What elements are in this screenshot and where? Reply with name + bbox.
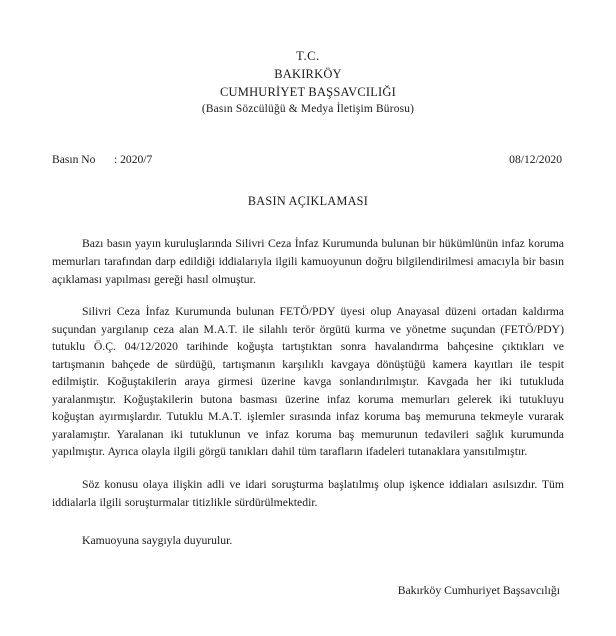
document-date: 08/12/2020 — [509, 153, 562, 167]
press-number-value: : 2020/7 — [114, 153, 153, 167]
letterhead — [52, 48, 564, 117]
signature-block: Bakırköy Cumhuriyet Başsavcılığı — [397, 583, 560, 597]
document-body — [52, 235, 564, 511]
letterhead-line-country: T.C. — [296, 49, 320, 63]
press-number-label: Basın No — [52, 153, 96, 167]
letterhead-line-city: BAKIRKÖY — [274, 66, 342, 81]
letterhead-line-office: CUMHURİYET BAŞSAVCILIĞI — [219, 84, 397, 99]
document-title: BASIN AÇIKLAMASI — [247, 194, 369, 209]
paragraph: Silivri Ceza İnfaz Kurumunda bulunan FETÖ/PDY üyesi olup Anayasal düzeni ortadan kaldırma suçundan yargılanıp ceza alan M.A.T. ile silahlı terör örgütü kurma ve yönetme suçundan (FETÖ/PDY) tutuklu Ö.Ç. 04/12/2020 tarihinde koğuşta tartıştıktan sonra havalandırma bahçesine çıktıkları ve tartışmanın bahçede de sürdüğü, tartışmanın karşılıklı kavgaya dönüştüğü kamera kayıtları ile tespit edilmiştir. Koğuştakilerin araya girmesi üzerine kavga sonlandırılmıştır. Kavgada her iki tutukluda yaralanmıştır. Koğuştakilerin butona basması üzerine infaz koruma memurları gelerek iki tutukluyu koğuştan ayırmışlardır. Tutuklu M.A.T. işlemler sırasında infaz koruma baş memuruna tekmeyle vurarak yaralamıştır. Yaralanan iki tutuklunun ve infaz koruma baş memurunun tedavileri sağlık kurumunda yapılmıştır. Ayrıca olayla ilgili görgü tanıkları dahil tüm tarafların ifadeleri tutanaklara yansıtılmıştır. — [52, 305, 564, 459]
letterhead-line-bureau: (Basın Sözcülüğü & Medya İletişim Bürosu) — [201, 103, 415, 116]
closing-statement: Kamuoyuna saygıyla duyurulur. — [82, 534, 233, 548]
paragraph: Söz konusu olaya ilişkin adli ve idari soruşturma başlatılmış olup işkence iddiaları asılsızdır. Tüm iddialarla ilgili soruşturmalar titizlikle sürdürülmektedir. — [52, 478, 564, 509]
press-number-block — [52, 153, 152, 166]
document-meta — [52, 153, 564, 166]
paragraph: Bazı basın yayın kuruluşlarında Silivri Ceza İnfaz Kurumunda bulunan bir hükümlünün infaz koruma memurları tarafından darp edildiği iddialarıyla ilgili kamuoyunun doğru bilgilendirilmesi amacıyla bir basın açıklaması yapılması gereği hasıl olmuştur. — [52, 237, 564, 286]
